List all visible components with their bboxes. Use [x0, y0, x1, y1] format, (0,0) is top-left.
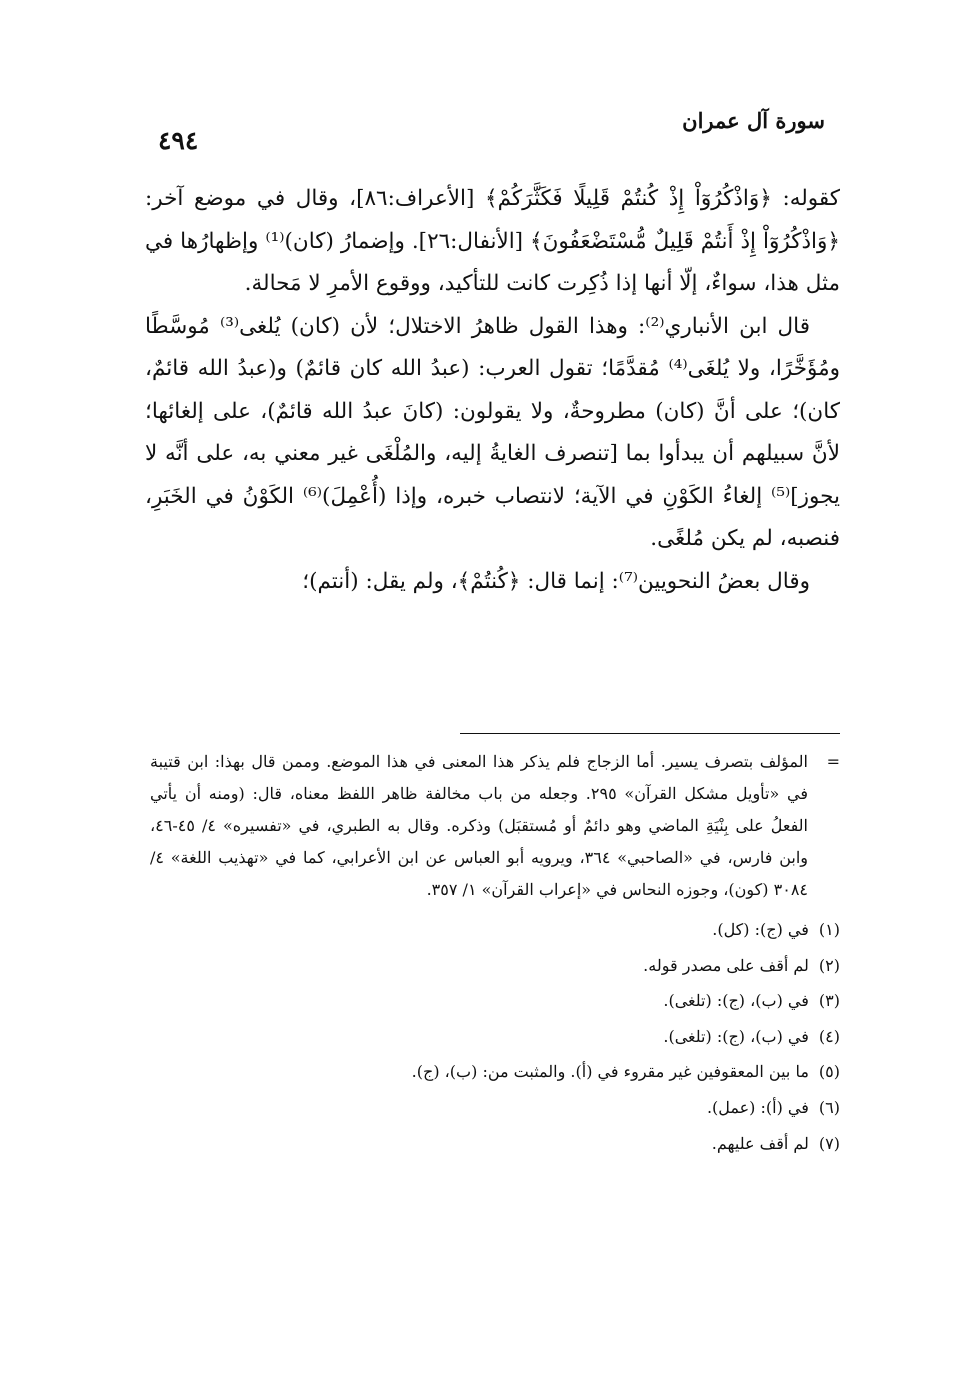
footnote-item — [150, 1019, 840, 1055]
footnote-text: لم أقف على مصدر قوله. — [643, 955, 809, 975]
main-text — [145, 178, 840, 603]
footnotes — [150, 746, 840, 1161]
footnote-number: (٥) — [818, 1062, 840, 1082]
footnote-text: ما بين المعقوفين غير مقروء في (أ). والمثبت من: (ب)، (ج). — [411, 1062, 809, 1082]
footnote-item — [150, 1090, 840, 1126]
footnote-text: في (ج): (كل). — [712, 920, 809, 939]
footnote-number: (١) — [818, 920, 840, 939]
paragraph: وقال بعضُ النحويين⁽⁷⁾: إنما قال: ﴿كُنتُمْ﴾، ولم يقل: (أنتم)؛ — [302, 568, 810, 594]
footnote-list — [150, 912, 840, 1161]
footnote-item — [150, 1054, 840, 1090]
footnote-number: (٤) — [818, 1026, 840, 1046]
footnote-item — [150, 983, 840, 1019]
footnote-item — [150, 1126, 840, 1162]
continuation-mark: = — [826, 752, 840, 771]
footnote-item — [150, 948, 840, 984]
footnote-continuation — [150, 746, 840, 906]
footnote-text: في (ب)، (ج): (تلغى). — [663, 1026, 809, 1046]
footnote-separator — [460, 733, 840, 734]
footnote-text: لم أقف عليهم. — [711, 1133, 809, 1153]
footnote-number: (٢) — [818, 955, 840, 975]
footnote-number: (٦) — [818, 1097, 840, 1117]
page-number: ٤٩٤ — [158, 126, 199, 155]
footnote-item — [150, 912, 840, 948]
running-title: سورة آل عمران — [682, 108, 825, 133]
footnote-number: (٧) — [818, 1133, 840, 1153]
paragraph: قال ابن الأنباري⁽²⁾: وهذا القول ظاهرُ الاختلال؛ لأن (كان) يُلغى⁽³⁾ مُوسَّطًا ومُؤَخَّرًا، ولا يُلغَى⁽⁴⁾ مُقدَّمًا؛ تقول العرب: (عبدُ الله كان قائمٌ) و(عبدُ الله قائمٌ، كان)؛ على أنَّ (كان) مطروحةٌ، ولا يقولون: (كانَ عبدُ الله قائمٌ)، على إلغائها؛ لأنَّ سبيلهم أن يبدأوا بما [تنصرف الغايةُ إليه، والمُلْغَى غير معني به، على أنَّه لا يجوز]⁽⁵⁾ إلغاءُ الكَوْنِ في الآية؛ لانتصاب خبره، وإذا (أُعْمِلَ)⁽⁶⁾ الكَوْنُ في الخَبَرِ، فنصبه، لم يكن مُلغًى. — [145, 313, 840, 551]
page-header — [150, 104, 825, 154]
continuation-text: المؤلف بتصرف يسير. أما الزجاج فلم يذكر هذا المعنى في هذا الموضع. وممن قال بهذا: ابن قتيبة في «تأويل مشكل القرآن» ٢٩٥. وجعله من باب مخالفة ظاهر اللفظ معناه، قال: (ومنه أن يأتي الفعلُ على بِنْيَةِ الماضي وهو دائمٌ أو مُستقبَل) وذكره. وقال به الطبري، في «تفسيره» ٤/ ٤٥-٤٦، وابن فارس، في «الصاحبي» ٣٦٤، ويرويه أبو العباس عن ابن الأعرابي، كما في «تهذيب اللغة» ٤/ ٣٠٨٤ (كون)، وجوزه النحاس في «إعراب القرآن» ١/ ٣٥٧. — [150, 752, 809, 899]
footnote-text: في (ب)، (ج): (تلغى). — [663, 991, 809, 1011]
footnote-number: (٣) — [818, 991, 840, 1011]
paragraph: كقوله: ﴿وَاذْكُرُوٓاْ إِذْ كُنتُمْ قَلِيلًا فَكَثَّرَكُمْ﴾ [الأعراف:٨٦]، وقال في موضع آخر: ﴿وَاذْكُرُوٓاْ إِذْ أَنتُمْ قَلِيلٌ مُّسْتَضْعَفُونَ﴾ [الأنفال:٢٦]. وإضمارُ (كان)⁽¹⁾ وإظهارُها في مثل هذا، سواءٌ، إلّا أنها إذا ذُكِرت كانت للتأكيد، ووقوع الأمرِ لا مَحالة. — [145, 186, 840, 296]
footnote-text: في (أ): (عمل). — [706, 1097, 809, 1117]
